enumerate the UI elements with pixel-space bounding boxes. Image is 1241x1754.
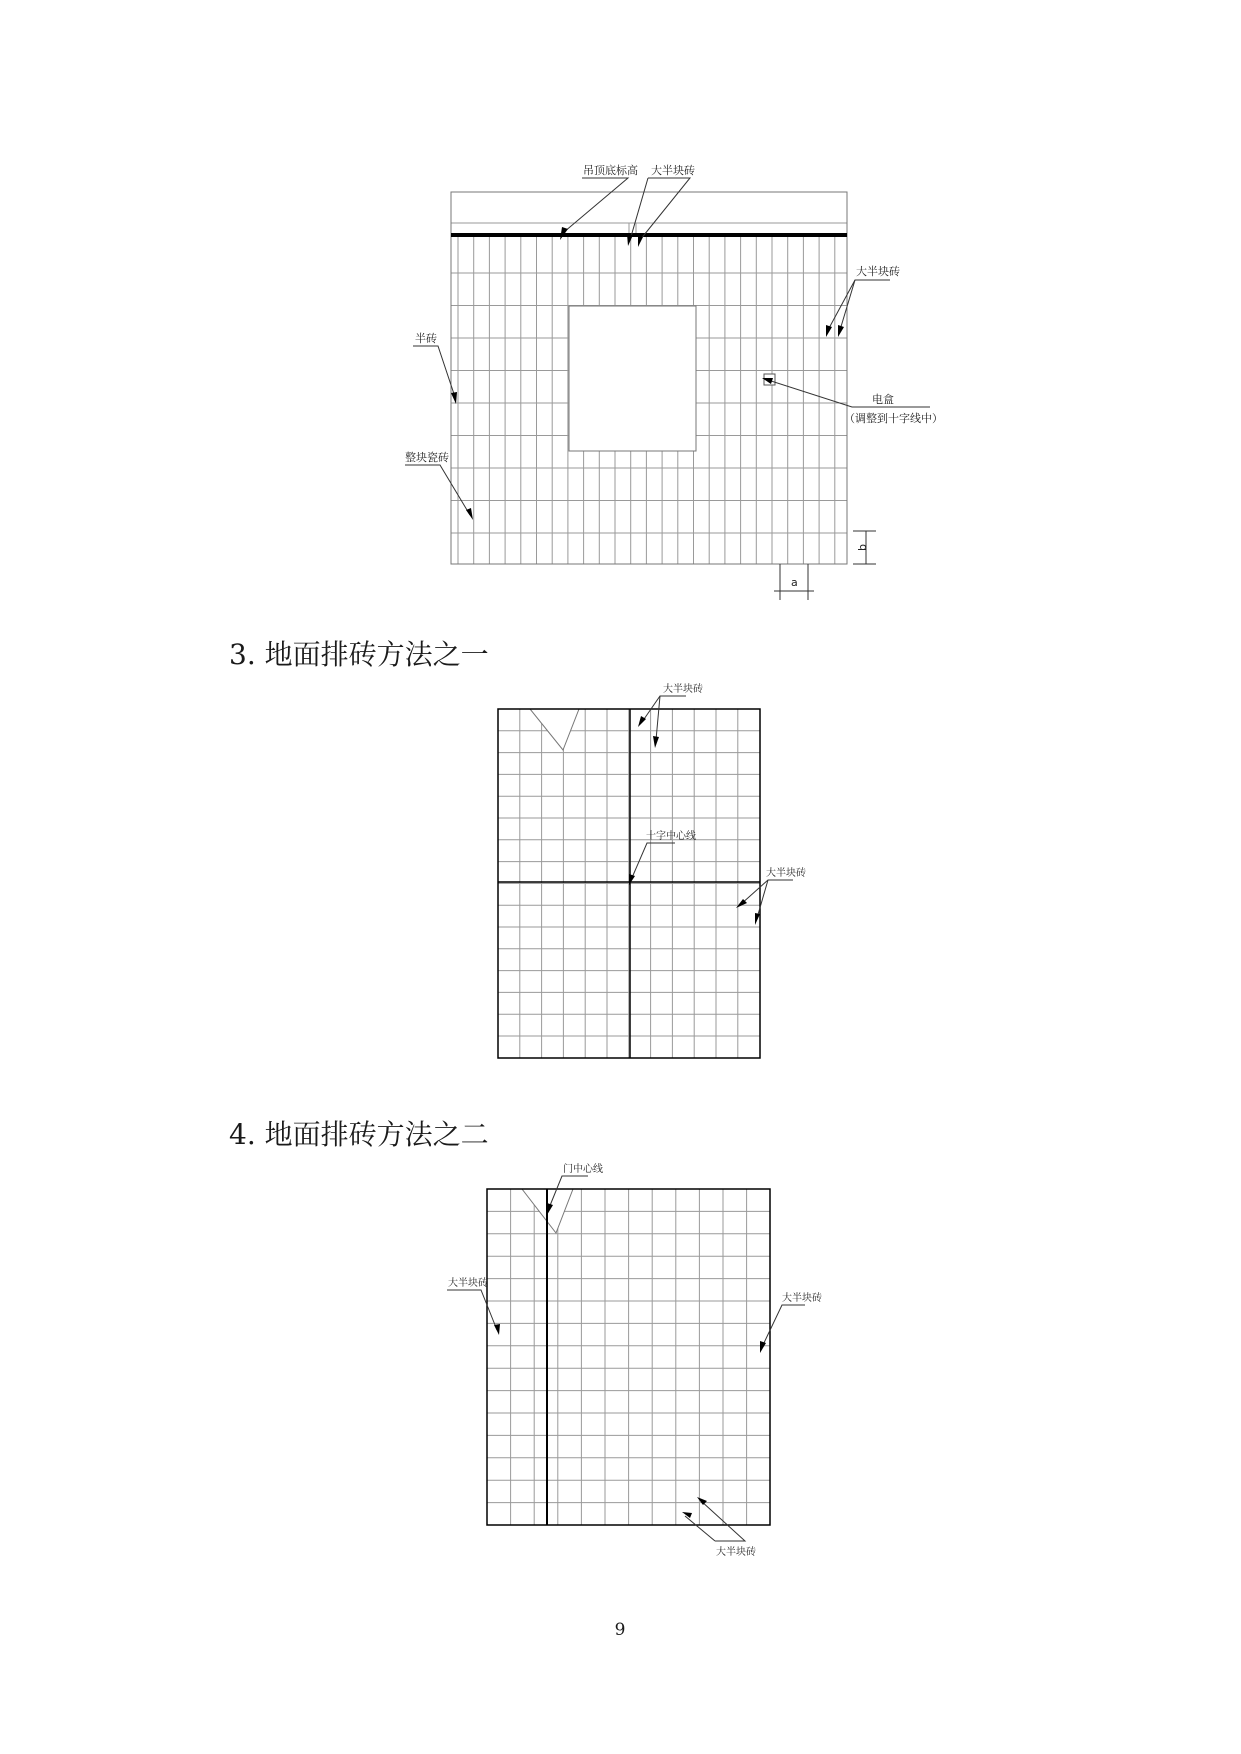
- section-heading-floor-method-2: 4. 地面排砖方法之二: [229, 1118, 489, 1151]
- big-half-tile-label-bottom: 大半块砖: [716, 1547, 756, 1558]
- cross-center-line-label: 十字中心线: [646, 831, 696, 842]
- big-half-tile-label-left: 大半块砖: [448, 1278, 488, 1289]
- wall-elevation-diagram: [405, 163, 943, 600]
- section-heading-floor-method-1: 3. 地面排砖方法之一: [229, 638, 489, 671]
- door-swing-notch: [530, 709, 579, 750]
- ceiling-level-label: 吊顶底标高: [583, 164, 638, 177]
- big-half-tile-label-right: 大半块砖: [782, 1293, 822, 1304]
- door-center-line-label: 门中心线: [563, 1164, 603, 1175]
- half-tile-label: 半砖: [415, 332, 437, 345]
- big-half-tile-label-right: 大半块砖: [856, 265, 900, 278]
- electric-box-label: 电盒: [872, 393, 894, 406]
- page-number: 9: [614, 1620, 626, 1640]
- dimension-b-label: b: [856, 544, 869, 551]
- big-half-tile-label-top: 大半块砖: [651, 164, 695, 177]
- whole-tile-label: 整块瓷砖: [405, 451, 449, 464]
- big-half-tile-label-top: 大半块砖: [663, 684, 703, 695]
- big-half-tile-label-right: 大半块砖: [766, 868, 806, 879]
- floor-method-1-diagram: [498, 682, 806, 1058]
- door-opening: [569, 306, 696, 451]
- floor-method-2-diagram: [447, 1162, 822, 1558]
- dimension-a-label: a: [791, 576, 798, 589]
- electric-box-note: （调整到十字线中）: [844, 412, 943, 425]
